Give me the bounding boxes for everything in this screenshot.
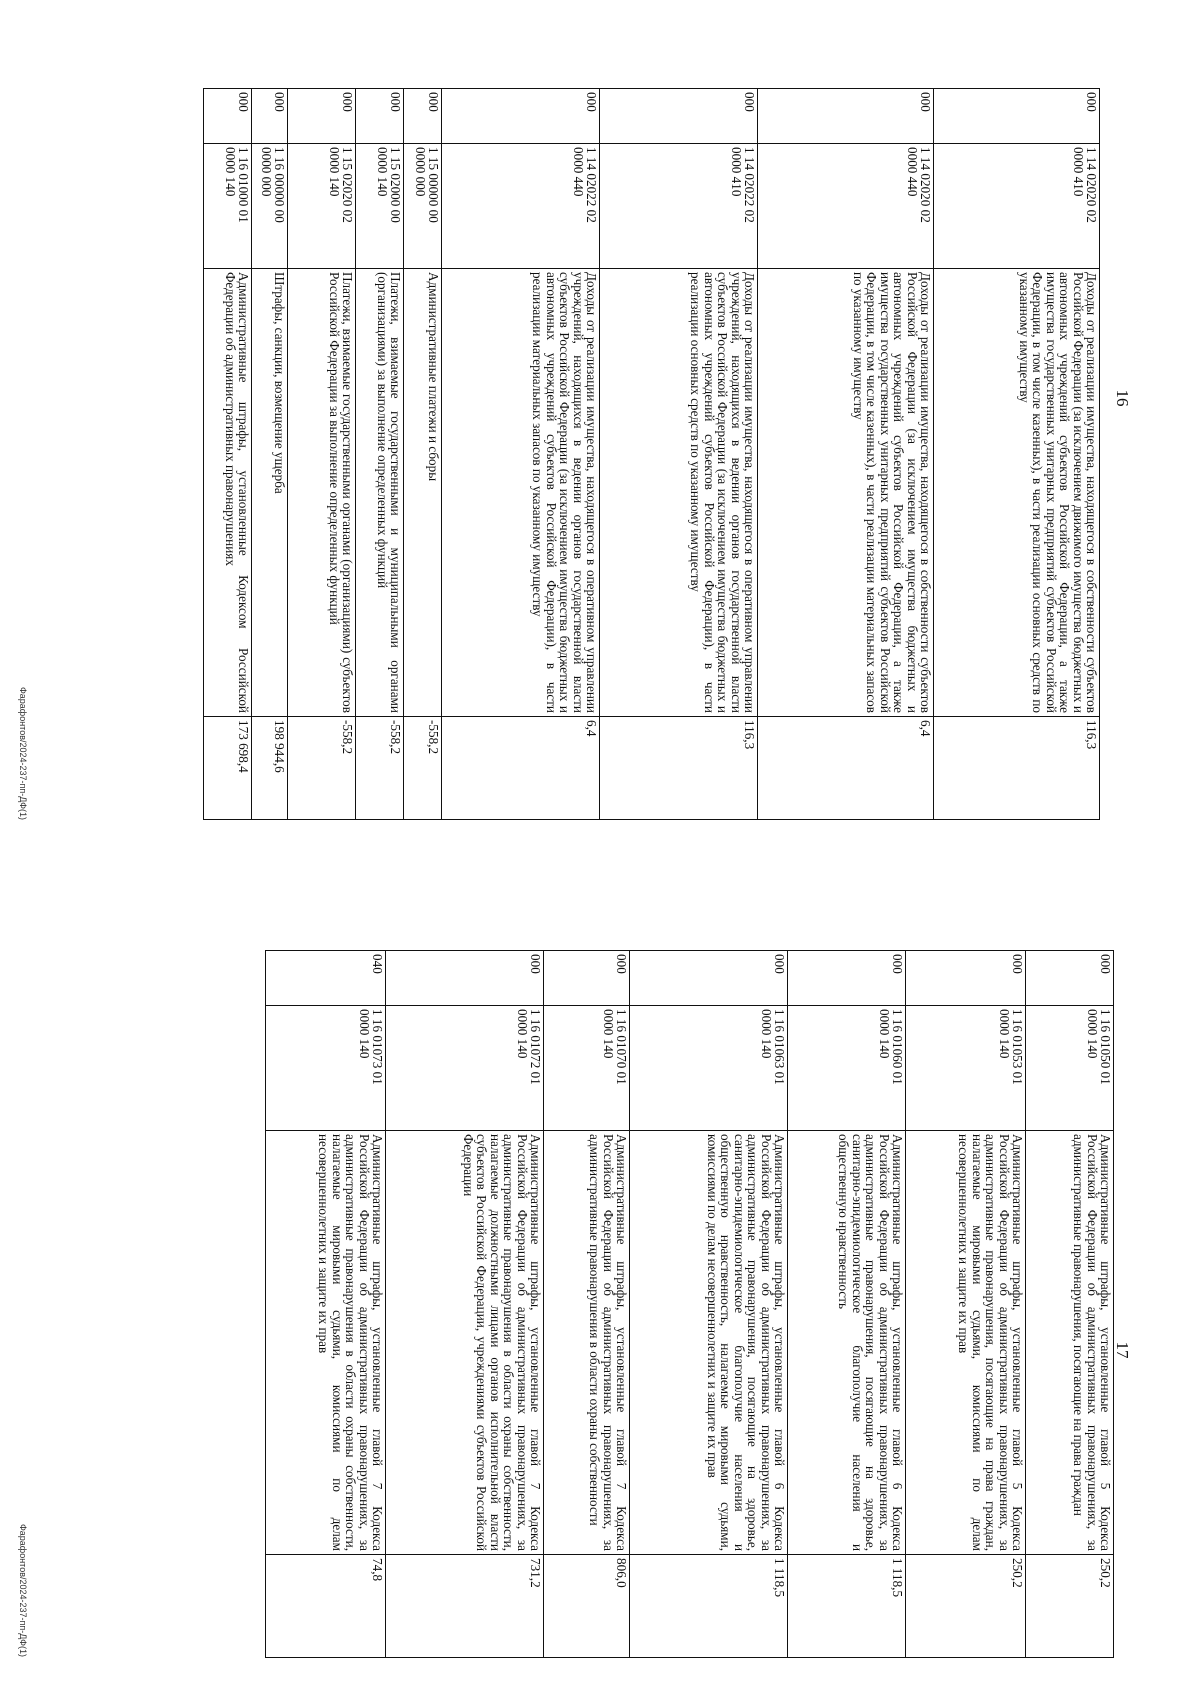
table-row: [252, 89, 288, 820]
budget-code: 1 14 02020 02 0000 440: [904, 147, 933, 223]
document-footer: Фарафонтов/2024-237-пп-ДФ(1): [18, 1523, 28, 1657]
admin-code-cell: 000: [544, 951, 630, 1006]
description-cell: Административные штрафы, установленные главой 7 Кодекса Российской Федерации об административных правонарушениях, за административные правонарушения в области охраны собственности, налагаемые должностными лицами органов исполнительной власти субъектов Российской Федерации, учреждениями субъектов Российской Федерации: [386, 1131, 544, 1555]
budget-code-cell: [906, 1006, 1026, 1131]
description-cell: Административные штрафы, установленные главой 6 Кодекса Российской Федерации об административных правонарушениях, за административные правонарушения, посягающие на здоровье, санитарно-эпидемиологическое благополучие населения и общественную нравственность: [788, 1131, 906, 1555]
budget-table: [203, 88, 1100, 820]
budget-code: 1 16 01072 01 0000 140: [514, 1009, 543, 1085]
description-cell: Доходы от реализации имущества, находящегося в собственности субъектов Российской Федерации (за исключением движимого имущества бюджетных и автономных учреждений субъектов Российской Федерации, а также имущества государственных унитарных предприятий субъектов Российской Федерации, в том числе казенных), в части реализации основных средств по указанному имуществу: [934, 269, 1100, 717]
budget-code: 1 16 00000 00 0000 000: [258, 147, 287, 223]
budget-code-cell: [404, 144, 442, 269]
document-footer: Фарафонтов/2024-237-пп-ДФ(1): [18, 686, 28, 820]
value-cell: 806,0: [544, 1555, 630, 1658]
admin-code-cell: 000: [1026, 951, 1114, 1006]
page-number: 17: [1113, 1341, 1132, 1359]
table-row: [266, 951, 386, 1658]
description-cell: Доходы от реализации имущества, находящегося в оперативном управлении учреждений, находящихся в ведении органов государственной власти субъектов Российской Федерации (за исключением имущества бюджетных и автономных учреждений субъектов Российской Федерации), в части реализации основных средств по указанному имуществу: [600, 269, 758, 717]
value-cell: 250,2: [906, 1555, 1026, 1658]
budget-code-cell: [788, 1006, 906, 1131]
description-cell: Доходы от реализации имущества, находящегося в оперативном управлении учреждений, находящихся в ведении органов государственной власти субъектов Российской Федерации (за исключением имущества бюджетных и автономных учреждений субъектов Российской Федерации), в части реализации материальных запасов по указанному имуществу: [442, 269, 600, 717]
table-row: [544, 951, 630, 1658]
value-cell: -558,2: [356, 717, 404, 820]
value-cell: -558,2: [288, 717, 356, 820]
table-row: [1026, 951, 1114, 1658]
budget-code-cell: [600, 144, 758, 269]
value-cell: 116,3: [934, 717, 1100, 820]
page-number: 16: [1113, 389, 1132, 407]
value-cell: 1 118,5: [788, 1555, 906, 1658]
description-cell: Доходы от реализации имущества, находящегося в собственности субъектов Российской Федерации (за исключением имущества бюджетных и автономных учреждений субъектов Российской Федерации, а также имущества государственных унитарных предприятий субъектов Российской Федерации, в том числе казенных), в части реализации материальных запасов по указанному имуществу: [758, 269, 934, 717]
value-cell: -558,2: [404, 717, 442, 820]
admin-code-cell: 000: [386, 951, 544, 1006]
table-row: [204, 89, 252, 820]
budget-code: 1 15 02000 00 0000 140: [374, 147, 403, 223]
budget-code: 1 16 01050 01 0000 140: [1084, 1009, 1113, 1085]
description-cell: Административные штрафы, установленные главой 7 Кодекса Российской Федерации об административных правонарушениях, за административные правонарушения в области охраны собственности: [544, 1131, 630, 1555]
table-row: [934, 89, 1100, 820]
budget-code: 1 14 02022 02 0000 440: [570, 147, 599, 223]
admin-code-cell: 000: [442, 89, 600, 144]
admin-code-cell: 000: [288, 89, 356, 144]
budget-code: 1 16 01000 01 0000 140: [222, 147, 251, 223]
table-row: [288, 89, 356, 820]
budget-code: 1 16 01070 01 0000 140: [600, 1009, 629, 1085]
value-cell: 6,4: [442, 717, 600, 820]
budget-code-cell: [266, 1006, 386, 1131]
value-cell: 74,8: [266, 1555, 386, 1658]
budget-code-cell: [442, 144, 600, 269]
budget-code: 1 14 02020 02 0000 410: [1070, 147, 1099, 223]
value-cell: 250,2: [1026, 1555, 1114, 1658]
budget-table-body: [204, 89, 1100, 820]
description-cell: Платежи, взимаемые государственными и муниципальными органами (организациями) за выполнение определенных функций: [356, 269, 404, 717]
description-cell: Штрафы, санкции, возмещение ущерба: [252, 269, 288, 717]
table-row: [600, 89, 758, 820]
value-cell: 731,2: [386, 1555, 544, 1658]
budget-code-cell: [204, 144, 252, 269]
budget-code: 1 16 01053 01 0000 140: [996, 1009, 1025, 1085]
table-row: [404, 89, 442, 820]
description-cell: Административные штрафы, установленные Кодексом Российской Федерации об административных правонарушениях: [204, 269, 252, 717]
description-cell: Административные платежи и сборы: [404, 269, 442, 717]
budget-code: 1 14 02022 02 0000 410: [728, 147, 757, 223]
value-cell: 116,3: [600, 717, 758, 820]
table-row: [630, 951, 788, 1658]
budget-code-cell: [630, 1006, 788, 1131]
description-cell: Административные штрафы, установленные главой 7 Кодекса Российской Федерации об административных правонарушениях, за административные правонарушения в области охраны собственности, налагаемые мировыми судьями, комиссиями по делам несовершеннолетних и защите их прав: [266, 1131, 386, 1555]
admin-code-cell: 000: [600, 89, 758, 144]
admin-code-cell: 000: [758, 89, 934, 144]
admin-code-cell: 000: [906, 951, 1026, 1006]
table-row: [386, 951, 544, 1658]
description-cell: Административные штрафы, установленные главой 5 Кодекса Российской Федерации об административных правонарушениях, за административные правонарушения, посягающие на права граждан: [1026, 1131, 1114, 1555]
admin-code-cell: 000: [252, 89, 288, 144]
value-cell: 198 944,6: [252, 717, 288, 820]
budget-code-cell: [934, 144, 1100, 269]
budget-code-cell: [758, 144, 934, 269]
table-row: [442, 89, 600, 820]
description-cell: Административные штрафы, установленные главой 6 Кодекса Российской Федерации об административных правонарушениях, за административные правонарушения, посягающие на здоровье, санитарно-эпидемиологическое благополучие населения и общественную нравственность, налагаемые мировыми судьями, комиссиями по делам несовершеннолетних и защите их прав: [630, 1131, 788, 1555]
budget-code: 1 16 01073 01 0000 140: [356, 1009, 385, 1085]
table-row: [788, 951, 906, 1658]
description-cell: Платежи, взимаемые государственными органами (организациями) субъектов Российской Федерации за выполнение определенных функций: [288, 269, 356, 717]
admin-code-cell: 000: [788, 951, 906, 1006]
admin-code-cell: 000: [404, 89, 442, 144]
table-row: [356, 89, 404, 820]
budget-code-cell: [356, 144, 404, 269]
budget-code: 1 16 01063 01 0000 140: [758, 1009, 787, 1085]
budget-code: 1 15 02020 02 0000 140: [326, 147, 355, 223]
admin-code-cell: 000: [356, 89, 404, 144]
budget-code-cell: [288, 144, 356, 269]
page-17: [0, 860, 1200, 1697]
budget-code: 1 16 01060 01 0000 140: [876, 1009, 905, 1085]
table-row: [906, 951, 1026, 1658]
budget-code-cell: [544, 1006, 630, 1131]
admin-code-cell: 000: [934, 89, 1100, 144]
admin-code-cell: 000: [204, 89, 252, 144]
budget-code-cell: [252, 144, 288, 269]
budget-code: 1 15 00000 00 0000 000: [412, 147, 441, 223]
value-cell: 173 698,4: [204, 717, 252, 820]
description-cell: Административные штрафы, установленные главой 5 Кодекса Российской Федерации об административных правонарушениях, за административные правонарушения, посягающие на права граждан, налагаемые мировыми судьями, комиссиями по делам несовершеннолетних и защите их прав: [906, 1131, 1026, 1555]
admin-code-cell: 000: [630, 951, 788, 1006]
budget-code-cell: [386, 1006, 544, 1131]
admin-code-cell: 040: [266, 951, 386, 1006]
value-cell: 1 118,5: [630, 1555, 788, 1658]
budget-code-cell: [1026, 1006, 1114, 1131]
value-cell: 6,4: [758, 717, 934, 820]
budget-table-body: [266, 951, 1114, 1658]
budget-table: [265, 950, 1114, 1658]
table-row: [758, 89, 934, 820]
